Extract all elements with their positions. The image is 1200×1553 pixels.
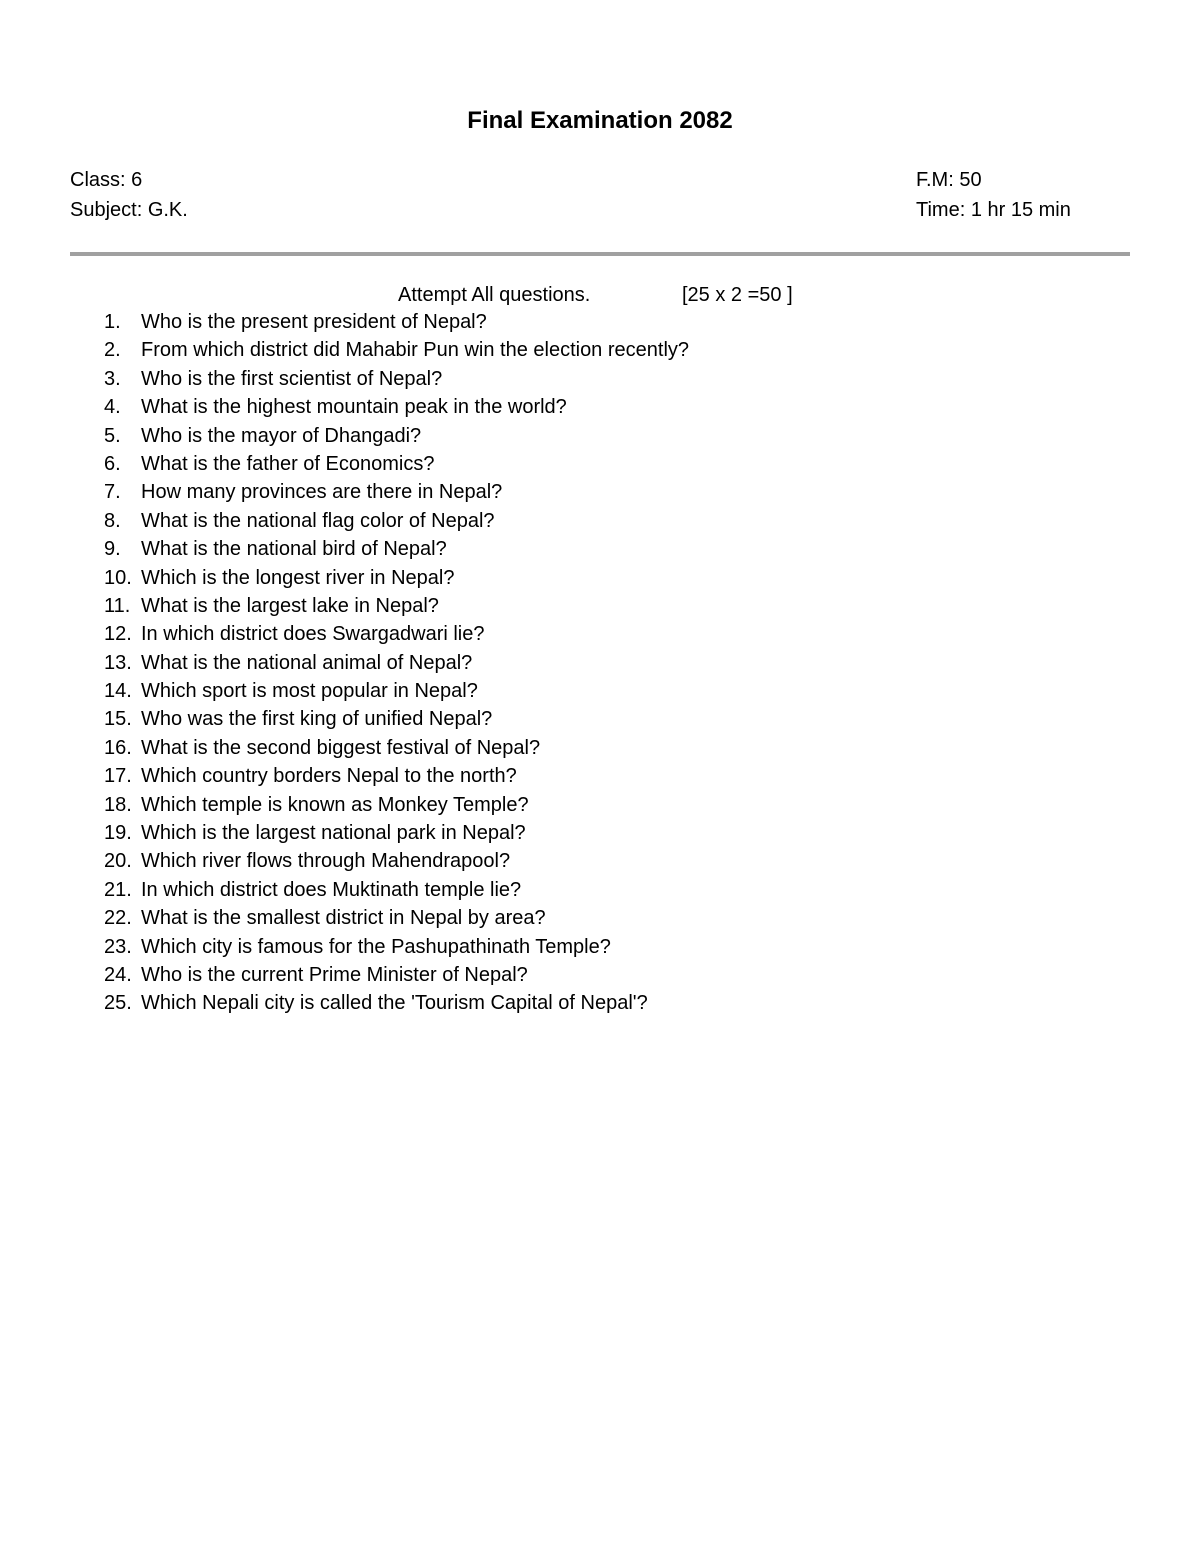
question-number: 16. xyxy=(104,736,132,759)
question-item xyxy=(104,876,689,904)
instructions-text: Attempt All questions. xyxy=(398,284,591,306)
question-item xyxy=(104,336,689,364)
question-number: 6. xyxy=(104,452,121,475)
question-text: Which is the largest national park in Nepal? xyxy=(141,822,526,845)
question-number: 5. xyxy=(104,424,121,447)
question-number: 8. xyxy=(104,509,121,532)
question-text: Which city is famous for the Pashupathinath Temple? xyxy=(141,935,611,958)
question-text: From which district did Mahabir Pun win the election recently? xyxy=(141,339,690,362)
question-text: Who is the current Prime Minister of Nepal? xyxy=(141,963,528,986)
question-number: 18. xyxy=(104,793,132,816)
question-number: 15. xyxy=(104,708,132,731)
question-item xyxy=(104,308,689,336)
question-item xyxy=(104,535,689,563)
question-item xyxy=(104,961,689,989)
question-text: Which sport is most popular in Nepal? xyxy=(141,680,478,703)
question-number: 20. xyxy=(104,850,132,873)
question-text: Which is the longest river in Nepal? xyxy=(141,566,455,589)
question-item xyxy=(104,592,689,620)
full-marks-label: F.M: 50 xyxy=(916,169,982,191)
question-item xyxy=(104,649,689,677)
question-text: What is the largest lake in Nepal? xyxy=(141,594,439,617)
question-number: 25. xyxy=(104,992,132,1015)
question-text: How many provinces are there in Nepal? xyxy=(141,481,503,504)
question-item xyxy=(104,904,689,932)
question-text: What is the smallest district in Nepal by area? xyxy=(141,907,546,930)
instructions-line xyxy=(398,280,793,310)
question-item xyxy=(104,705,689,733)
question-list xyxy=(104,308,689,1018)
question-text: What is the father of Economics? xyxy=(141,452,435,475)
question-text: Who is the first scientist of Nepal? xyxy=(141,367,443,390)
question-number: 21. xyxy=(104,878,132,901)
question-number: 22. xyxy=(104,907,132,930)
question-text: Who is the present president of Nepal? xyxy=(141,311,487,333)
exam-info-right xyxy=(916,165,1071,225)
question-item xyxy=(104,791,689,819)
question-number: 2. xyxy=(104,339,121,362)
subject-label: Subject: G.K. xyxy=(70,199,188,221)
question-item xyxy=(104,507,689,535)
question-number: 4. xyxy=(104,396,121,419)
question-number: 1. xyxy=(104,311,121,333)
question-item xyxy=(104,422,689,450)
question-text: What is the national animal of Nepal? xyxy=(141,651,473,674)
question-item xyxy=(104,365,689,393)
question-item xyxy=(104,564,689,592)
question-text: In which district does Swargadwari lie? xyxy=(141,623,485,646)
question-text: Which temple is known as Monkey Temple? xyxy=(141,793,529,816)
question-number: 11. xyxy=(104,594,131,617)
question-item xyxy=(104,393,689,421)
question-number: 13. xyxy=(104,651,132,674)
question-number: 23. xyxy=(104,935,132,958)
exam-title: Final Examination 2082 xyxy=(467,107,733,134)
question-text: What is the highest mountain peak in the world? xyxy=(141,396,567,419)
class-label: Class: 6 xyxy=(70,169,143,191)
question-item xyxy=(104,620,689,648)
question-number: 17. xyxy=(104,765,132,788)
question-item xyxy=(104,989,689,1017)
question-text: Which Nepali city is called the 'Tourism Capital of Nepal'? xyxy=(141,992,648,1015)
time-label: Time: 1 hr 15 min xyxy=(916,199,1071,221)
question-item xyxy=(104,933,689,961)
question-text: What is the national flag color of Nepal? xyxy=(141,509,495,532)
question-text: Who is the mayor of Dhangadi? xyxy=(141,424,422,447)
question-text: Who was the first king of unified Nepal? xyxy=(141,708,493,731)
question-number: 24. xyxy=(104,963,132,986)
question-number: 9. xyxy=(104,538,121,561)
question-text: Which river flows through Mahendrapool? xyxy=(141,850,511,873)
question-number: 3. xyxy=(104,367,121,390)
question-item xyxy=(104,478,689,506)
question-text: What is the second biggest festival of Nepal? xyxy=(141,736,541,759)
question-number: 19. xyxy=(104,822,132,845)
question-number: 10. xyxy=(104,566,132,589)
marks-distribution: [25 x 2 =50 ] xyxy=(682,284,793,306)
question-item xyxy=(104,450,689,478)
exam-info-left xyxy=(70,165,188,225)
question-text: What is the national bird of Nepal? xyxy=(141,538,447,561)
question-text: In which district does Muktinath temple lie? xyxy=(141,878,522,901)
question-number: 7. xyxy=(104,481,121,504)
question-item xyxy=(104,734,689,762)
question-item xyxy=(104,819,689,847)
question-text: Which country borders Nepal to the north? xyxy=(141,765,517,788)
question-item xyxy=(104,677,689,705)
header-divider xyxy=(70,252,1130,256)
question-item xyxy=(104,847,689,875)
question-number: 12. xyxy=(104,623,132,646)
question-number: 14. xyxy=(104,680,132,703)
question-item xyxy=(104,762,689,790)
